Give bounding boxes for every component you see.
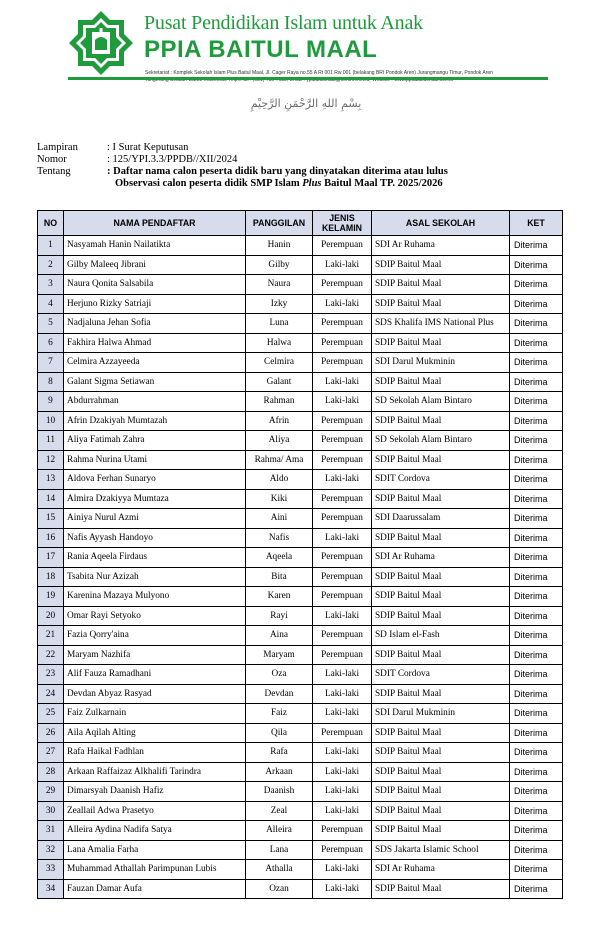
row-no: 31	[38, 821, 64, 841]
row-jenis-kelamin: Perempuan	[313, 626, 372, 646]
row-panggilan: Maryam	[246, 645, 313, 665]
row-panggilan: Faiz	[246, 704, 313, 724]
table-row	[38, 801, 563, 821]
tentang-line-2b: Plus	[302, 178, 322, 189]
row-panggilan: Arkaan	[246, 762, 313, 782]
row-panggilan: Aini	[246, 509, 313, 529]
row-panggilan: Celmira	[246, 353, 313, 373]
basmalah: بِسْمِ اللهِ الرَّحْمَنِ الرَّحِيْمِ	[250, 97, 362, 110]
table-row	[38, 684, 563, 704]
row-panggilan: Aldo	[246, 470, 313, 490]
registrant-table	[37, 210, 563, 899]
row-asal: SD Sekolah Alam Bintaro	[372, 431, 510, 451]
row-panggilan: Qila	[246, 723, 313, 743]
row-ket: Diterima	[510, 587, 563, 607]
row-no: 25	[38, 704, 64, 724]
row-jenis-kelamin: Perempuan	[313, 723, 372, 743]
row-panggilan: Hanin	[246, 236, 313, 256]
row-nama: Fauzan Damar Aufa	[64, 879, 246, 899]
row-asal: SDI Ar Ruhama	[372, 860, 510, 880]
row-ket: Diterima	[510, 294, 563, 314]
row-nama: Aliya Fatimah Zahra	[64, 431, 246, 451]
row-ket: Diterima	[510, 275, 563, 295]
row-ket: Diterima	[510, 411, 563, 431]
row-jenis-kelamin: Perempuan	[313, 587, 372, 607]
row-panggilan: Izky	[246, 294, 313, 314]
row-nama: Rania Aqeela Firdaus	[64, 548, 246, 568]
row-ket: Diterima	[510, 723, 563, 743]
row-nama: Faiz Zulkarnain	[64, 704, 246, 724]
row-asal: SDIP Baitul Maal	[372, 762, 510, 782]
row-panggilan: Rafa	[246, 743, 313, 763]
row-panggilan: Galant	[246, 372, 313, 392]
row-panggilan: Rahman	[246, 392, 313, 412]
row-panggilan: Aliya	[246, 431, 313, 451]
row-nama: Almira Dzakiyya Mumtaza	[64, 489, 246, 509]
row-nama: Dimarsyah Daanish Hafiz	[64, 782, 246, 802]
row-panggilan: Alleira	[246, 821, 313, 841]
row-jenis-kelamin: Laki-laki	[313, 684, 372, 704]
row-asal: SDIP Baitul Maal	[372, 567, 510, 587]
row-ket: Diterima	[510, 645, 563, 665]
table-row	[38, 548, 563, 568]
row-ket: Diterima	[510, 372, 563, 392]
table-row	[38, 489, 563, 509]
row-ket: Diterima	[510, 840, 563, 860]
table-row	[38, 762, 563, 782]
header-divider	[68, 77, 548, 80]
row-ket: Diterima	[510, 665, 563, 685]
table-row	[38, 294, 563, 314]
tentang-line-2	[115, 178, 443, 190]
table-row	[38, 431, 563, 451]
row-ket: Diterima	[510, 801, 563, 821]
table-row	[38, 528, 563, 548]
row-nama: Arkaan Raffaizaz Alkhalifi Tarindra	[64, 762, 246, 782]
ppia-logo-icon	[68, 10, 134, 76]
row-nama: Nasyamah Hanin Nailatikta	[64, 236, 246, 256]
row-no: 33	[38, 860, 64, 880]
row-ket: Diterima	[510, 431, 563, 451]
row-jenis-kelamin: Laki-laki	[313, 294, 372, 314]
row-no: 32	[38, 840, 64, 860]
row-nama: Ainiya Nurul Azmi	[64, 509, 246, 529]
row-asal: SDIP Baitul Maal	[372, 333, 510, 353]
row-nama: Naura Qonita Salsabila	[64, 275, 246, 295]
row-nama: Maryam Nazhifa	[64, 645, 246, 665]
table-row	[38, 314, 563, 334]
col-header-jenis-kelamin	[313, 211, 372, 236]
row-ket: Diterima	[510, 684, 563, 704]
row-jenis-kelamin: Perempuan	[313, 450, 372, 470]
row-asal: SDIP Baitul Maal	[372, 743, 510, 763]
row-panggilan: Ozan	[246, 879, 313, 899]
row-jenis-kelamin: Perempuan	[313, 431, 372, 451]
row-no: 12	[38, 450, 64, 470]
row-ket: Diterima	[510, 470, 563, 490]
row-nama: Aldova Ferhan Sunaryo	[64, 470, 246, 490]
row-asal: SD Sekolah Alam Bintaro	[372, 392, 510, 412]
row-asal: SDIP Baitul Maal	[372, 606, 510, 626]
tentang-line-2c: Baitul Maal TP. 2025/2026	[321, 178, 443, 189]
row-asal: SDIT Cordova	[372, 665, 510, 685]
org-subtitle: Pusat Pendidikan Islam untuk Anak	[144, 12, 423, 34]
table-row	[38, 392, 563, 412]
row-jenis-kelamin: Perempuan	[313, 333, 372, 353]
jenis-label: JENIS	[329, 213, 355, 223]
row-ket: Diterima	[510, 743, 563, 763]
row-asal: SDIP Baitul Maal	[372, 411, 510, 431]
row-ket: Diterima	[510, 392, 563, 412]
table-row	[38, 723, 563, 743]
row-panggilan: Nafis	[246, 528, 313, 548]
row-no: 19	[38, 587, 64, 607]
row-jenis-kelamin: Laki-laki	[313, 743, 372, 763]
row-jenis-kelamin: Perempuan	[313, 821, 372, 841]
row-jenis-kelamin: Perempuan	[313, 353, 372, 373]
table-row	[38, 645, 563, 665]
table-row	[38, 821, 563, 841]
table-row	[38, 860, 563, 880]
table-row	[38, 587, 563, 607]
row-asal: SDIP Baitul Maal	[372, 645, 510, 665]
row-no: 7	[38, 353, 64, 373]
table-row	[38, 782, 563, 802]
row-nama: Celmira Azzayeeda	[64, 353, 246, 373]
row-asal: SDIP Baitul Maal	[372, 587, 510, 607]
row-no: 8	[38, 372, 64, 392]
row-ket: Diterima	[510, 860, 563, 880]
row-no: 28	[38, 762, 64, 782]
row-jenis-kelamin: Laki-laki	[313, 762, 372, 782]
row-no: 24	[38, 684, 64, 704]
row-asal: SDIP Baitul Maal	[372, 879, 510, 899]
row-asal: SDS Jakarta Islamic School	[372, 840, 510, 860]
row-asal: SDIT Cordova	[372, 470, 510, 490]
row-jenis-kelamin: Laki-laki	[313, 392, 372, 412]
row-panggilan: Halwa	[246, 333, 313, 353]
row-nama: Karenina Mazaya Mulyono	[64, 587, 246, 607]
table-row	[38, 626, 563, 646]
row-panggilan: Naura	[246, 275, 313, 295]
row-asal: SDI Ar Ruhama	[372, 236, 510, 256]
row-panggilan: Rayi	[246, 606, 313, 626]
table-header-row	[38, 211, 563, 236]
row-no: 13	[38, 470, 64, 490]
table-body	[38, 236, 563, 899]
row-asal: SDIP Baitul Maal	[372, 294, 510, 314]
row-no: 2	[38, 255, 64, 275]
row-jenis-kelamin: Perempuan	[313, 548, 372, 568]
row-nama: Abdurrahman	[64, 392, 246, 412]
table-row	[38, 606, 563, 626]
row-ket: Diterima	[510, 509, 563, 529]
row-jenis-kelamin: Perempuan	[313, 275, 372, 295]
row-asal: SDIP Baitul Maal	[372, 275, 510, 295]
row-jenis-kelamin: Laki-laki	[313, 665, 372, 685]
row-nama: Alleira Aydina Nadifa Satya	[64, 821, 246, 841]
address-line-1: Sekretariat : Komplek Sekolah Islam Plus Baitul Maal, Jl. Cager Raya no.55 A Rt 001 Rw 001 (belakang BRI Pondok Aren) Jurangmangu Timur, Pondok Aren	[145, 70, 493, 76]
row-ket: Diterima	[510, 567, 563, 587]
table-row	[38, 665, 563, 685]
table-row	[38, 353, 563, 373]
table-row	[38, 470, 563, 490]
row-no: 18	[38, 567, 64, 587]
table-row	[38, 450, 563, 470]
row-no: 11	[38, 431, 64, 451]
org-name: PPIA BAITUL MAAL	[144, 36, 378, 63]
row-no: 26	[38, 723, 64, 743]
col-header-nama: NAMA PENDAFTAR	[64, 211, 246, 236]
row-panggilan: Aqeela	[246, 548, 313, 568]
row-no: 9	[38, 392, 64, 412]
row-asal: SDI Daarussalam	[372, 509, 510, 529]
row-nama: Fazia Qorry'aina	[64, 626, 246, 646]
row-jenis-kelamin: Laki-laki	[313, 879, 372, 899]
row-nama: Alif Fauza Ramadhani	[64, 665, 246, 685]
row-ket: Diterima	[510, 314, 563, 334]
row-jenis-kelamin: Perempuan	[313, 840, 372, 860]
row-jenis-kelamin: Perempuan	[313, 411, 372, 431]
table-row	[38, 411, 563, 431]
row-no: 22	[38, 645, 64, 665]
tentang-line-2a: Observasi calon peserta didik SMP Islam	[115, 178, 303, 189]
row-ket: Diterima	[510, 606, 563, 626]
table-row	[38, 704, 563, 724]
row-nama: Devdan Abyaz Rasyad	[64, 684, 246, 704]
row-asal: SDIP Baitul Maal	[372, 684, 510, 704]
row-no: 14	[38, 489, 64, 509]
row-jenis-kelamin: Laki-laki	[313, 860, 372, 880]
lampiran-label: Lampiran	[37, 142, 78, 153]
row-ket: Diterima	[510, 548, 563, 568]
row-no: 30	[38, 801, 64, 821]
row-jenis-kelamin: Perempuan	[313, 489, 372, 509]
row-panggilan: Lana	[246, 840, 313, 860]
row-panggilan: Karen	[246, 587, 313, 607]
row-nama: Rafa Haikal Fadhlan	[64, 743, 246, 763]
row-jenis-kelamin: Laki-laki	[313, 801, 372, 821]
row-nama: Omar Rayi Setyoko	[64, 606, 246, 626]
row-ket: Diterima	[510, 255, 563, 275]
row-nama: Afrin Dzakiyah Mumtazah	[64, 411, 246, 431]
row-ket: Diterima	[510, 450, 563, 470]
row-asal: SDI Darul Mukminin	[372, 704, 510, 724]
row-no: 6	[38, 333, 64, 353]
row-no: 16	[38, 528, 64, 548]
row-no: 1	[38, 236, 64, 256]
row-jenis-kelamin: Perempuan	[313, 509, 372, 529]
table-row	[38, 236, 563, 256]
tentang-label: Tentang	[37, 166, 71, 177]
col-header-asal: ASAL SEKOLAH	[372, 211, 510, 236]
nomor-value: : 125/YPI.3.3/PPDB//XII/2024	[107, 154, 238, 165]
row-jenis-kelamin: Laki-laki	[313, 528, 372, 548]
row-nama: Lana Amalia Farha	[64, 840, 246, 860]
row-asal: SDIP Baitul Maal	[372, 528, 510, 548]
table-row	[38, 840, 563, 860]
table-row	[38, 333, 563, 353]
row-jenis-kelamin: Laki-laki	[313, 255, 372, 275]
row-nama: Herjuno Rizky Satriaji	[64, 294, 246, 314]
row-ket: Diterima	[510, 782, 563, 802]
table-row	[38, 567, 563, 587]
row-jenis-kelamin: Laki-laki	[313, 470, 372, 490]
col-header-panggilan: PANGGILAN	[246, 211, 313, 236]
row-ket: Diterima	[510, 489, 563, 509]
row-asal: SDI Darul Mukminin	[372, 353, 510, 373]
row-panggilan: Afrin	[246, 411, 313, 431]
row-panggilan: Aina	[246, 626, 313, 646]
col-header-ket: KET	[510, 211, 563, 236]
row-nama: Nafis Ayyash Handoyo	[64, 528, 246, 548]
kelamin-label: KELAMIN	[321, 223, 363, 233]
row-no: 23	[38, 665, 64, 685]
row-no: 34	[38, 879, 64, 899]
row-asal: SDS Khalifa IMS National Plus	[372, 314, 510, 334]
row-panggilan: Zeal	[246, 801, 313, 821]
row-ket: Diterima	[510, 762, 563, 782]
row-ket: Diterima	[510, 626, 563, 646]
row-ket: Diterima	[510, 821, 563, 841]
row-ket: Diterima	[510, 528, 563, 548]
row-jenis-kelamin: Laki-laki	[313, 704, 372, 724]
row-ket: Diterima	[510, 333, 563, 353]
row-asal: SDIP Baitul Maal	[372, 450, 510, 470]
row-asal: SDIP Baitul Maal	[372, 801, 510, 821]
row-nama: Rahma Nurina Utami	[64, 450, 246, 470]
row-panggilan: Bita	[246, 567, 313, 587]
lampiran-value: : I Surat Keputusan	[107, 142, 189, 153]
row-no: 15	[38, 509, 64, 529]
row-panggilan: Rahma/ Ama	[246, 450, 313, 470]
row-asal: SDIP Baitul Maal	[372, 372, 510, 392]
nomor-label: Nomor	[37, 154, 67, 165]
row-ket: Diterima	[510, 236, 563, 256]
row-jenis-kelamin: Laki-laki	[313, 782, 372, 802]
row-jenis-kelamin: Laki-laki	[313, 606, 372, 626]
row-nama: Tsabita Nur Azizah	[64, 567, 246, 587]
table-row	[38, 743, 563, 763]
row-jenis-kelamin: Perempuan	[313, 567, 372, 587]
table-row	[38, 255, 563, 275]
row-no: 20	[38, 606, 64, 626]
row-asal: SD Islam el-Fash	[372, 626, 510, 646]
row-no: 29	[38, 782, 64, 802]
row-panggilan: Luna	[246, 314, 313, 334]
row-panggilan: Athalla	[246, 860, 313, 880]
row-no: 3	[38, 275, 64, 295]
row-no: 10	[38, 411, 64, 431]
row-asal: SDIP Baitul Maal	[372, 255, 510, 275]
row-no: 27	[38, 743, 64, 763]
row-nama: Gilby Maleeq Jibrani	[64, 255, 246, 275]
row-panggilan: Gilby	[246, 255, 313, 275]
row-ket: Diterima	[510, 879, 563, 899]
row-panggilan: Oza	[246, 665, 313, 685]
row-asal: SDIP Baitul Maal	[372, 723, 510, 743]
row-no: 17	[38, 548, 64, 568]
row-no: 4	[38, 294, 64, 314]
row-nama: Galant Sigma Setiawan	[64, 372, 246, 392]
row-jenis-kelamin: Perempuan	[313, 645, 372, 665]
row-panggilan: Devdan	[246, 684, 313, 704]
row-asal: SDI Ar Ruhama	[372, 548, 510, 568]
row-no: 5	[38, 314, 64, 334]
row-nama: Aila Aqilah Alting	[64, 723, 246, 743]
col-header-no: NO	[38, 211, 64, 236]
row-jenis-kelamin: Perempuan	[313, 236, 372, 256]
row-panggilan: Daanish	[246, 782, 313, 802]
row-asal: SDIP Baitul Maal	[372, 782, 510, 802]
row-ket: Diterima	[510, 353, 563, 373]
row-asal: SDIP Baitul Maal	[372, 821, 510, 841]
table-row	[38, 879, 563, 899]
row-nama: Nadjaluna Jehan Sofia	[64, 314, 246, 334]
row-no: 21	[38, 626, 64, 646]
tentang-line-1: : Daftar nama calon peserta didik baru yang dinyatakan diterima atau lulus	[107, 166, 448, 177]
row-jenis-kelamin: Laki-laki	[313, 372, 372, 392]
table-row	[38, 509, 563, 529]
row-nama: Muhammad Athallah Parimpunan Lubis	[64, 860, 246, 880]
row-nama: Fakhira Halwa Ahmad	[64, 333, 246, 353]
letterhead	[68, 10, 548, 106]
row-jenis-kelamin: Perempuan	[313, 314, 372, 334]
table-row	[38, 275, 563, 295]
row-nama: Zeallail Adwa Prasetyo	[64, 801, 246, 821]
row-asal: SDIP Baitul Maal	[372, 489, 510, 509]
row-panggilan: Kiki	[246, 489, 313, 509]
row-ket: Diterima	[510, 704, 563, 724]
table-row	[38, 372, 563, 392]
